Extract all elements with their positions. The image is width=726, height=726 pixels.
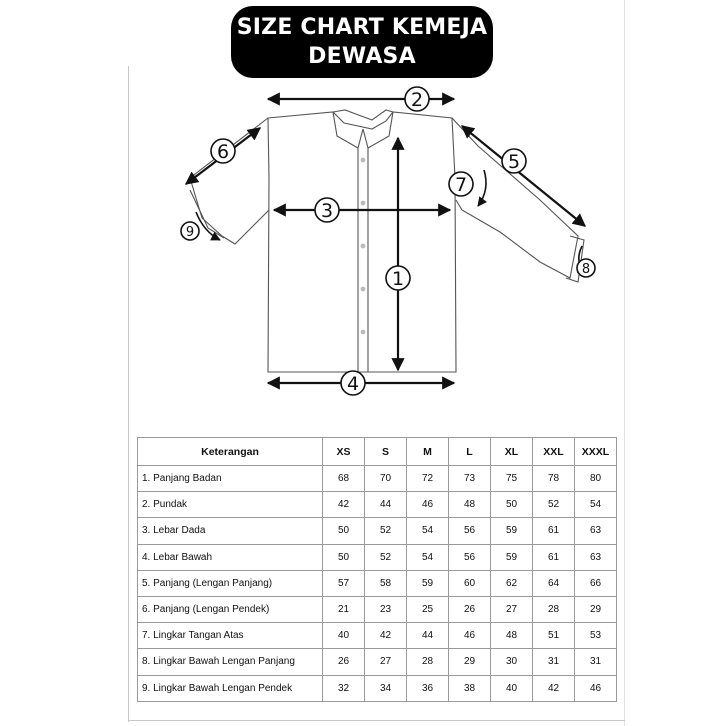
table-cell: 80: [575, 466, 617, 492]
table-cell: 30: [491, 649, 533, 675]
table-row: [138, 675, 617, 701]
marker-label-9: 9: [185, 225, 195, 240]
table-cell: 73: [449, 466, 491, 492]
table-cell: 64: [533, 570, 575, 596]
table-cell: 29: [575, 596, 617, 622]
table-cell: 52: [533, 492, 575, 518]
table-row: [138, 518, 617, 544]
table-cell: 27: [365, 649, 407, 675]
table-cell: 52: [365, 544, 407, 570]
table-cell: 60: [449, 570, 491, 596]
table-cell: 54: [407, 518, 449, 544]
table-cell: 42: [365, 623, 407, 649]
table-cell: 59: [491, 518, 533, 544]
column-header: L: [449, 438, 491, 466]
table-row: [138, 466, 617, 492]
row-label: 8. Lingkar Bawah Lengan Panjang: [138, 649, 323, 675]
table-cell: 38: [449, 675, 491, 701]
table-cell: 36: [407, 675, 449, 701]
table-cell: 26: [449, 596, 491, 622]
column-header: XL: [491, 438, 533, 466]
size-chart-table: [137, 437, 617, 702]
table-cell: 50: [323, 544, 365, 570]
arrow-9-short-cuff: [196, 212, 220, 240]
table-cell: 46: [575, 675, 617, 701]
shirt-outline: [190, 110, 584, 372]
arrow-7-upper-arm: [478, 170, 486, 206]
table-cell: 40: [323, 623, 365, 649]
table-cell: 54: [575, 492, 617, 518]
table-cell: 56: [449, 544, 491, 570]
table-row: [138, 544, 617, 570]
marker-label-5: 5: [507, 151, 521, 173]
row-label: 7. Lingkar Tangan Atas: [138, 623, 323, 649]
table-cell: 32: [323, 675, 365, 701]
table-cell: 57: [323, 570, 365, 596]
title-line-1: SIZE CHART KEMEJA: [236, 15, 488, 40]
table-cell: 61: [533, 544, 575, 570]
table-cell: 23: [365, 596, 407, 622]
table-cell: 61: [533, 518, 575, 544]
table-cell: 78: [533, 466, 575, 492]
table-cell: 46: [449, 623, 491, 649]
table-cell: 68: [323, 466, 365, 492]
marker-label-2: 2: [410, 89, 424, 111]
arrow-5-long-sleeve: [462, 126, 585, 226]
column-header: XXL: [533, 438, 575, 466]
table-row: [138, 596, 617, 622]
marker-label-3: 3: [320, 200, 334, 222]
table-cell: 44: [365, 492, 407, 518]
table-header-row: [138, 438, 617, 466]
marker-label-1: 1: [391, 268, 405, 290]
table-cell: 46: [407, 492, 449, 518]
marker-label-7: 7: [454, 174, 468, 196]
table-cell: 50: [323, 518, 365, 544]
marker-label-6: 6: [216, 141, 230, 163]
row-label: 6. Panjang (Lengan Pendek): [138, 596, 323, 622]
table-cell: 58: [365, 570, 407, 596]
table-cell: 44: [407, 623, 449, 649]
table-cell: 54: [407, 544, 449, 570]
marker-label-8: 8: [581, 262, 591, 277]
table-cell: 56: [449, 518, 491, 544]
row-label: 5. Panjang (Lengan Panjang): [138, 570, 323, 596]
table-cell: 27: [491, 596, 533, 622]
table-cell: 59: [407, 570, 449, 596]
table-cell: 29: [449, 649, 491, 675]
title-line-2: DEWASA: [308, 44, 416, 69]
table-cell: 48: [449, 492, 491, 518]
table-cell: 40: [491, 675, 533, 701]
table-cell: 72: [407, 466, 449, 492]
table-cell: 42: [533, 675, 575, 701]
column-header: M: [407, 438, 449, 466]
row-label: 2. Pundak: [138, 492, 323, 518]
column-header: XXXL: [575, 438, 617, 466]
table-cell: 28: [533, 596, 575, 622]
column-header: XS: [323, 438, 365, 466]
frame-border-bottom: [128, 720, 625, 721]
table-cell: 63: [575, 518, 617, 544]
table-cell: 25: [407, 596, 449, 622]
table-cell: 62: [491, 570, 533, 596]
table-cell: 66: [575, 570, 617, 596]
table-cell: 31: [533, 649, 575, 675]
column-header: S: [365, 438, 407, 466]
table-cell: 53: [575, 623, 617, 649]
table-row: [138, 570, 617, 596]
table-row: [138, 623, 617, 649]
table-cell: 51: [533, 623, 575, 649]
table-cell: 28: [407, 649, 449, 675]
table-cell: 70: [365, 466, 407, 492]
marker-label-4: 4: [346, 373, 360, 395]
column-header: Keterangan: [138, 438, 323, 466]
row-label: 4. Lebar Bawah: [138, 544, 323, 570]
table-cell: 52: [365, 518, 407, 544]
row-label: 9. Lingkar Bawah Lengan Pendek: [138, 675, 323, 701]
table-cell: 63: [575, 544, 617, 570]
table-row: [138, 492, 617, 518]
table-cell: 31: [575, 649, 617, 675]
table-cell: 42: [323, 492, 365, 518]
row-label: 1. Panjang Badan: [138, 466, 323, 492]
table-cell: 48: [491, 623, 533, 649]
table-cell: 75: [491, 466, 533, 492]
table-cell: 59: [491, 544, 533, 570]
table-cell: 26: [323, 649, 365, 675]
table-cell: 21: [323, 596, 365, 622]
table-row: [138, 649, 617, 675]
row-label: 3. Lebar Dada: [138, 518, 323, 544]
shirt-buttons: [361, 158, 366, 335]
table-cell: 50: [491, 492, 533, 518]
table-cell: 34: [365, 675, 407, 701]
